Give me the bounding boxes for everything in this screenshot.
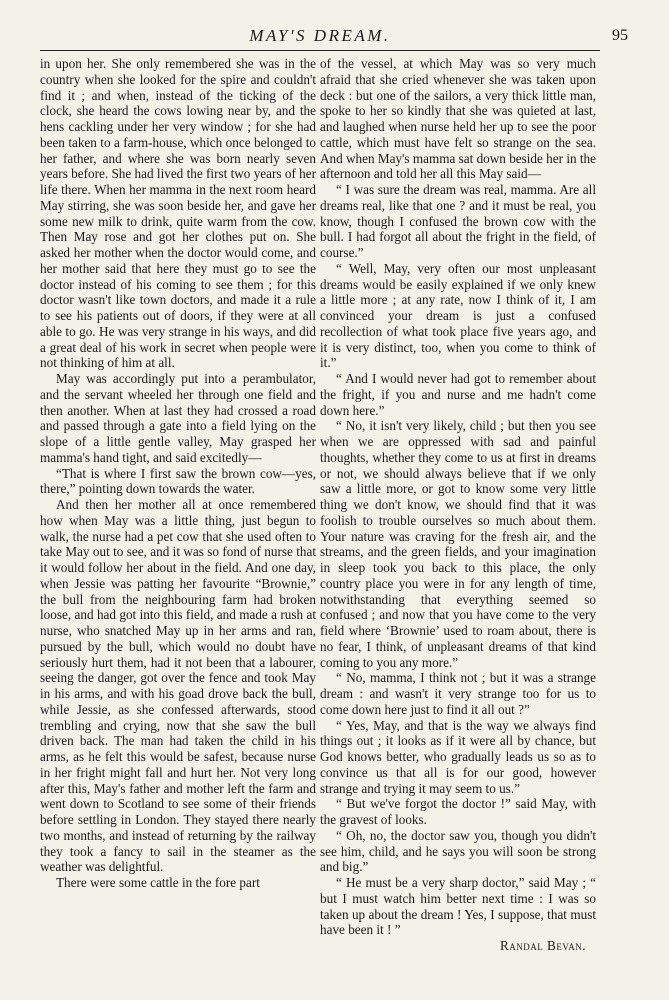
paragraph: “ He must be a very sharp doctor,” said May ; “ but I must watch him better next time : I was so taken up about the dream ! Yes, I suppose, that must have been it ! ” — [320, 875, 596, 938]
paragraph: of the vessel, at which May was so very much afraid that she cried whenever she was taken upon deck : but one of the sailors, a very thick little man, spoke to her so kindly that she was quieted at last, and laughed when nurse held her up to see the poor cattle, which must have felt so strange on the sea. And when May's mamma sat down beside her in the afternoon and told her all this May said— — [320, 56, 596, 182]
page-number: 95 — [612, 27, 628, 44]
paragraph: May was accordingly put into a perambulator, and the servant wheeled her through one field and then another. When at last they had crossed a road and passed through a gate into a field lying on the slope of a little gentle valley, May grasped her mamma's hand tight, and said excitedly— — [40, 371, 316, 465]
paragraph: There were some cattle in the fore part — [56, 875, 260, 890]
text-column-right — [320, 56, 596, 953]
paragraph: “ Well, May, very often our most unpleasant dreams would be easily explained if we only knew a little more ; at any rate, now I think of it, I am convinced your dream is just a confused recollection of what took place five years ago, and it is very distinct, too, when you come to think of it.” — [320, 260, 596, 371]
paragraph: “ Oh, no, the doctor saw you, though you didn't see him, child, and he says you will soon be strong and big.” — [320, 827, 596, 875]
paragraph: “ No, mamma, I think not ; but it was a strange dream : and wasn't it very strange too for us to come down here just to find it all out ?” — [320, 670, 596, 717]
running-title: MAY'S DREAM. — [249, 26, 391, 45]
paragraph: “ But we've forgot the doctor !” said May, with the gravest of looks. — [320, 796, 596, 827]
paragraph: “ Yes, May, and that is the way we always find things out ; it looks as if it were all by chance, but God knows better, who gradually leads us so as to convince us that all is for our good, however strange and trying it may seem to us.” — [320, 717, 596, 796]
author-signature: Randal Bevan. — [499, 938, 586, 953]
paragraph: in upon her. She only remembered she was in the country when she looked for the spire and couldn't find it ; and when, instead of the ticking of the clock, she heard the cows lowing near by, and the hens cackling under her very window ; for she had been taken to a farm-house, which once belonged to her father, and where she was born nearly seven years before. She had lived the first two years of her life there. When her mamma in the next room heard May stirring, she was soon beside her, and gave her some new milk to drink, quite warm from the cow. Then May rose and got her clothes put on. She asked her mother when the doctor would come, and her mother said that here they must go to see the doctor instead of his coming to see them ; for this doctor wasn't like town doctors, and made it a rule to see his patients out of doors, if they were at all able to go. He was very strange in his ways, and did a great deal of his work in secret when people were not thinking of him at all. — [40, 56, 316, 371]
header-rule — [40, 50, 600, 51]
paragraph: And then her mother all at once remembered how when May was a little thing, just begun to walk, the nurse had a pet cow that she used often to take May out to see, and it was so fond of nurse that it would follow her about in the field. And one day, when Jessie was patting her favourite “Brownie,” the bull from the neighbouring farm had broken loose, and had got into this field, and made a rush at nurse, who snatched May up in her arms and ran, pursued by the bull, which would no doubt have seriously hurt them, had it not been that a labourer, seeing the danger, got over the fence and took May in his arms, and with his goad drove back the bull, while Jessie, as she confessed afterwards, stood trembling and crying, now that she saw the bull driven back. The man had taken the child in his arms, as he felt this would be safest, because nurse in her fright might fall and hurt her. Not very long after this, May's father and mother left the farm and went down to Scotland to see some of their friends before settling in London. They stayed there nearly two months, and instead of returning by the railway they took a fancy to sail in the steamer as the weather was delightful. — [40, 497, 316, 875]
paragraph: “ No, it isn't very likely, child ; but then you see when we are oppressed with sad and painful thoughts, whether they come to us at first in dreams or not, we should always believe that if we only saw a little more, or got to know some very little thing we don't know, we should find that it was foolish to trouble ourselves so much about them. Your nature was craving for the fresh air, and the streams, and the green fields, and your imagination in sleep took you back to this place, the only country place you were in for any length of time, notwithstanding that everything seemed so confused ; and now that you have come to the very field where ‘Brownie’ used to roam about, there is no fear, I think, of unpleasant dreams of that kind coming to you any more.” — [320, 418, 596, 670]
text-column-left — [40, 56, 316, 926]
paragraph: “That is where I first saw the brown cow—yes, there,” pointing down towards the water. — [40, 465, 316, 497]
paragraph: “ I was sure the dream was real, mamma. Are all dreams real, like that one ? and it must be real, you know, though I confused the brown cow with the bull. I had forgot all about the fright in the field, of course.” — [320, 182, 596, 260]
paragraph: “ And I would never had got to remember about the fright, if you and nurse and me hadn't come down here.” — [320, 371, 596, 418]
page-header — [40, 26, 628, 48]
